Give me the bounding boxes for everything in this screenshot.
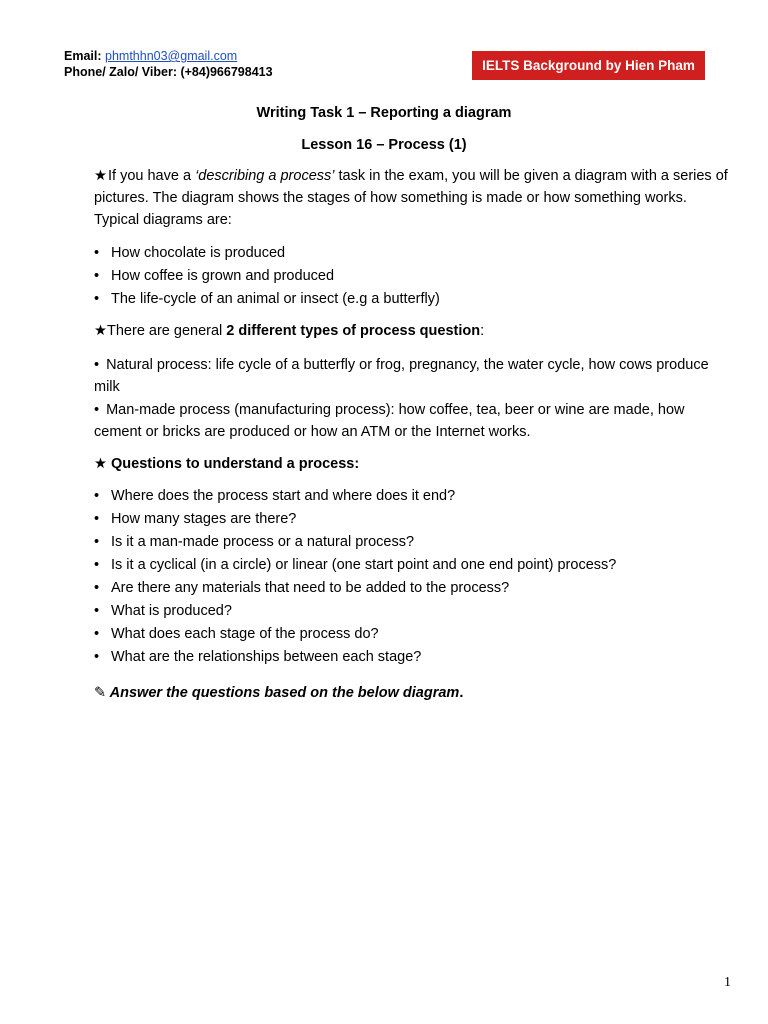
- list-item: • What is produced?: [94, 600, 730, 623]
- star-icon: ★: [94, 456, 107, 472]
- list-item: • How coffee is grown and produced: [94, 265, 730, 288]
- list-item: • Where does the process start and where does it end?: [94, 485, 730, 508]
- document-title: Writing Task 1 – Reporting a diagram: [256, 105, 512, 121]
- page-number: 1: [724, 975, 731, 990]
- lesson-title: Lesson 16 – Process (1): [301, 137, 467, 153]
- star-icon: ★: [94, 168, 107, 184]
- italic-phrase: ‘describing a process’: [195, 168, 335, 184]
- brand-text: IELTS Background by Hien Pham: [482, 58, 695, 73]
- email-link[interactable]: phmthhn03@gmail.com: [105, 49, 238, 63]
- list-item: • What are the relationships between each stage?: [94, 646, 730, 669]
- list-item: • How many stages are there?: [94, 508, 730, 531]
- type-manmade: • Man-made process (manufacturing process): how coffee, tea, beer or wine are made, how cement or bricks are produced or how an ATM or the Internet works.: [94, 402, 685, 440]
- list-item: • Is it a cyclical (in a circle) or linear (one start point and one end point) process?: [94, 554, 730, 577]
- contact-block: [64, 48, 273, 80]
- list-item: • What does each stage of the process do?: [94, 623, 730, 646]
- intro-paragraph: ★If you have a ‘describing a process’ task in the exam, you will be given a diagram with a series of pictures. The diagram shows the stages of how something is made or how something works. Typical diagrams are:: [94, 168, 728, 228]
- star-icon: ★: [94, 323, 107, 339]
- list-item: • The life-cycle of an animal or insect (e.g a butterfly): [94, 288, 730, 311]
- pencil-icon: ✎: [94, 685, 107, 701]
- types-heading: ★There are general 2 different types of process question:: [94, 323, 485, 339]
- questions-list: [94, 485, 730, 669]
- type-natural: • Natural process: life cycle of a butterfly or frog, pregnancy, the water cycle, how cows produce milk: [94, 357, 709, 395]
- questions-heading: ★ Questions to understand a process:: [94, 456, 360, 472]
- bullet-icon: •: [94, 402, 100, 418]
- email-line: [64, 48, 273, 64]
- email-label: Email:: [64, 49, 102, 63]
- bullet-icon: •: [94, 357, 100, 373]
- list-item: • How chocolate is produced: [94, 242, 730, 265]
- phone-line: Phone/ Zalo/ Viber: (+84)966798413: [64, 65, 273, 79]
- list-item: • Is it a man-made process or a natural process?: [94, 531, 730, 554]
- examples-list: [94, 242, 730, 311]
- brand-banner: [472, 51, 705, 80]
- list-item: • Are there any materials that need to be added to the process?: [94, 577, 730, 600]
- answer-instruction: ✎ Answer the questions based on the below diagram.: [94, 685, 464, 701]
